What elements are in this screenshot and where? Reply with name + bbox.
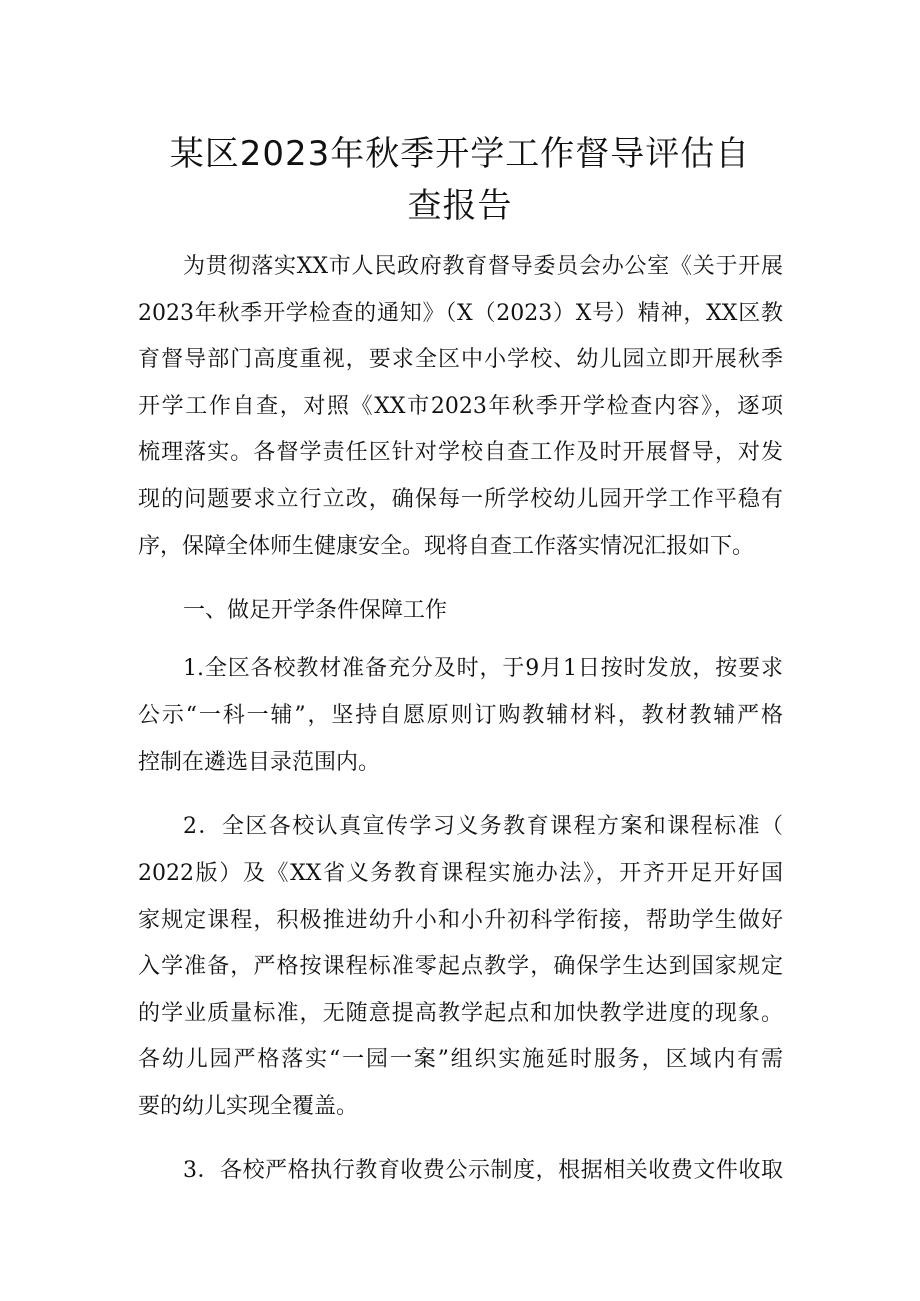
- paragraph-line: [0, 1153, 920, 1189]
- paragraph-text: 梳理落实。各督学责任区针对学校自查工作及时开展督导，对发: [138, 440, 783, 465]
- paragraph-text: 现的问题要求立行立改，确保每一所学校幼儿园开学工作平稳有: [138, 487, 783, 512]
- paragraph-line: [0, 342, 920, 378]
- paragraph-text: 3．各校严格执行教育收费公示制度，根据相关收费文件收取: [183, 1158, 783, 1183]
- paragraph-line: [0, 949, 920, 985]
- paragraph-text: 控制在遴选目录范围内。: [138, 750, 381, 775]
- paragraph-line: [0, 1042, 920, 1078]
- paragraph-line: [0, 435, 920, 471]
- paragraph-text: 为贯彻落实XX市人民政府教育督导委员会办公室《关于开展: [183, 254, 783, 279]
- paragraph-text: 家规定课程，积极推进幼升小和小升初科学衔接，帮助学生做好: [138, 908, 783, 933]
- paragraph-text: 1.全区各校教材准备充分及时，于9月1日按时发放，按要求: [183, 656, 783, 681]
- paragraph-text: 入学准备，严格按课程标准零起点教学，确保学生达到国家规定: [138, 954, 783, 979]
- paragraph-line: [0, 651, 920, 687]
- paragraph-line: [0, 1089, 920, 1125]
- paragraph-text: 2023年秋季开学检查的通知》（X（2023）X号）精神，XX区教: [138, 301, 783, 326]
- paragraph-line: [0, 856, 920, 892]
- paragraph-line: [0, 745, 920, 781]
- paragraph-text: 要的幼儿实现全覆盖。: [138, 1094, 359, 1119]
- paragraph-line: [0, 249, 920, 285]
- paragraph-line: [0, 529, 920, 565]
- paragraph-line: [0, 296, 920, 332]
- paragraph-text: 各幼儿园严格落实“一园一案”组织实施延时服务，区域内有需: [138, 1047, 783, 1072]
- paragraph-text: 的学业质量标准，无随意提高教学起点和加快教学进度的现象。: [138, 1001, 783, 1026]
- paragraph-text: 开学工作自查，对照《XX市2023年秋季开学检查内容》，逐项: [138, 394, 783, 419]
- paragraph-text: 2022版）及《XX省义务教育课程实施办法》，开齐开足开好国: [138, 861, 783, 886]
- paragraph-line: [0, 389, 920, 425]
- paragraph-line: [0, 903, 920, 939]
- paragraph-text: 序，保障全体师生健康安全。现将自查工作落实情况汇报如下。: [138, 534, 755, 559]
- paragraph-text: 公示“一科一辅”，坚持自愿原则订购教辅材料，教材教辅严格: [138, 703, 783, 728]
- paragraph-line: [0, 809, 920, 845]
- document-title-line-1: 某区2023年秋季开学工作督导评估自: [169, 134, 751, 174]
- paragraph-line: [0, 698, 920, 734]
- document-title-line-2: 查报告: [407, 186, 513, 226]
- section-heading: [0, 593, 920, 629]
- section-heading-text: 一、做足开学条件保障工作: [183, 598, 448, 623]
- paragraph-line: [0, 482, 920, 518]
- paragraph-text: 2．全区各校认真宣传学习义务教育课程方案和课程标准（: [183, 814, 783, 839]
- paragraph-text: 育督导部门高度重视，要求全区中小学校、幼儿园立即开展秋季: [138, 347, 783, 372]
- paragraph-line: [0, 996, 920, 1032]
